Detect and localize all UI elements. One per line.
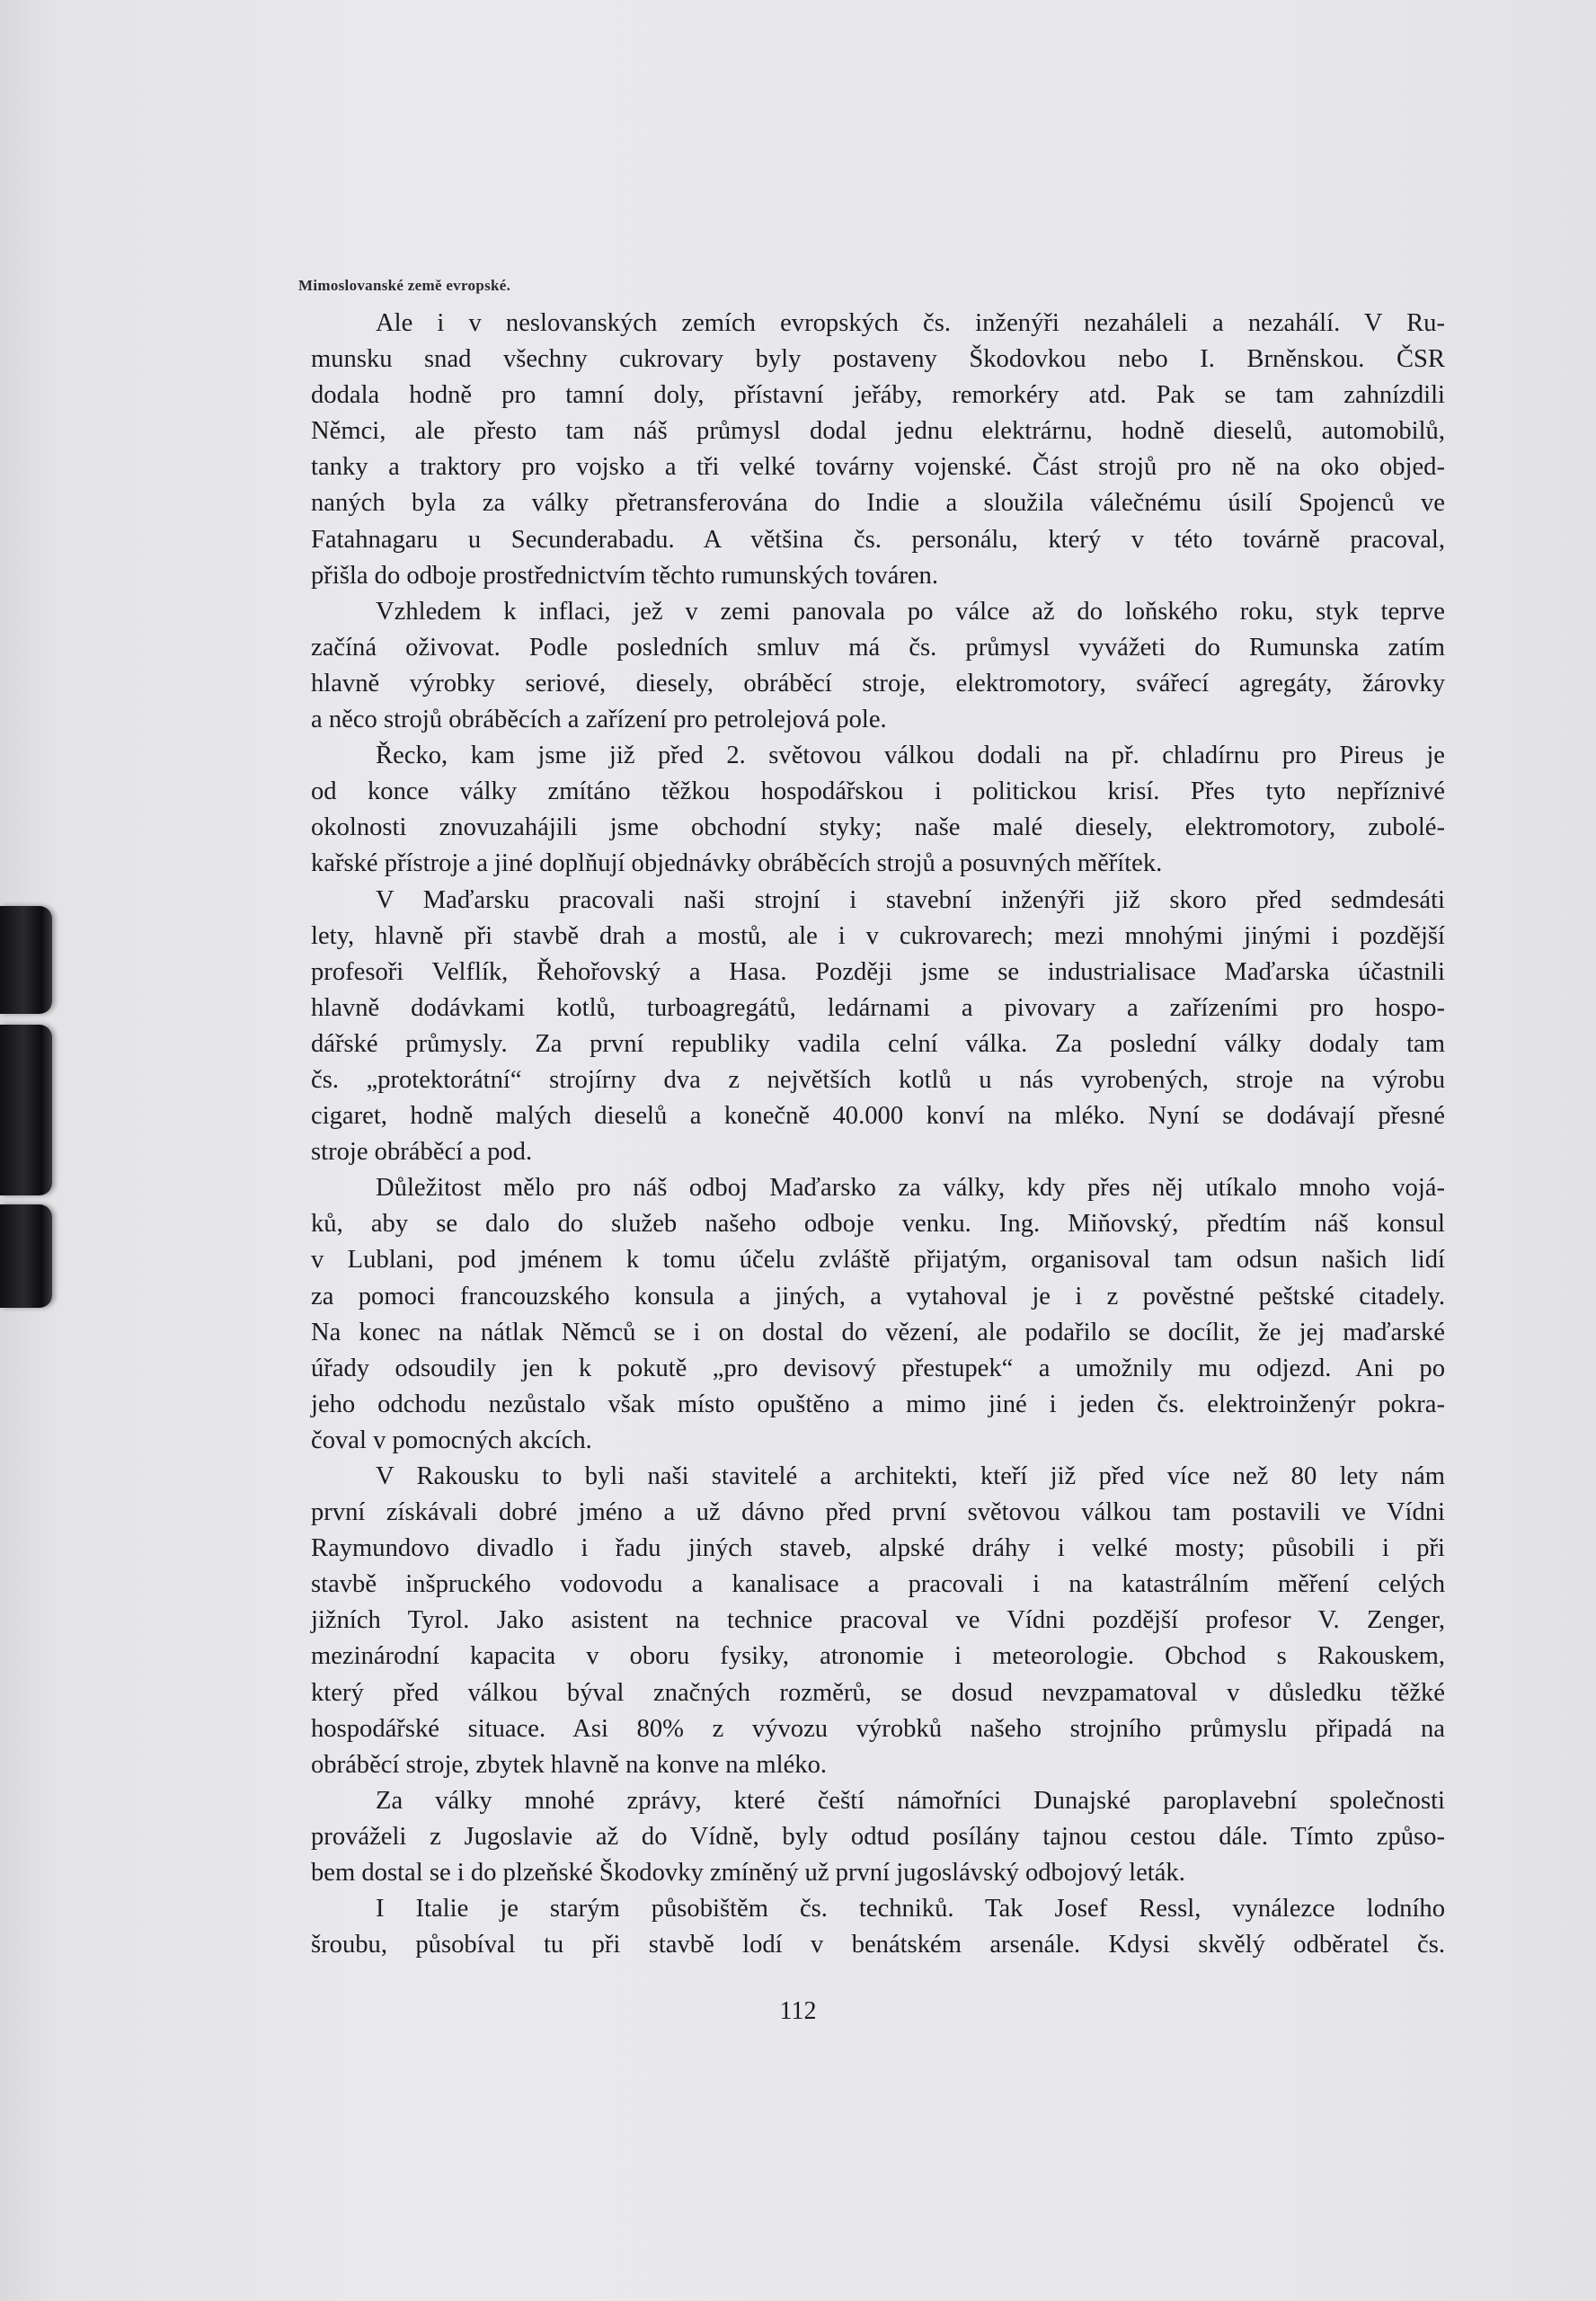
text-line: který před válkou býval značných rozměrů, se dosud nevzpamatoval v důsledku těžké [311,1678,1445,1707]
text-line: dářské průmysly. Za první republiky vadila celní válka. Za poslední války dodaly tam [311,1029,1445,1058]
binder-clip-middle [0,1025,52,1195]
text-line: Fatahnagaru u Secunderabadu. A většina čs. personálu, který v této továrně pracoval, [311,525,1445,554]
text-line: kařské přístroje a jiné doplňují objednávky obráběcích strojů a posuvných měřítek. [311,849,1163,878]
text-line: Ale i v neslovanských zemích evropských čs. inženýři nezaháleli a nezahálí. V Ru- [376,309,1445,337]
body-text [311,306,1445,1963]
text-line: hlavně dodávkami kotlů, turboagregátů, ledárnami a pivovary a zařízeními pro hospo- [311,993,1445,1022]
text-line: okolnosti znovuzahájili jsme obchodní styky; naše malé diesely, elektromotory, zubolé- [311,813,1445,842]
text-line: cigaret, hodně malých dieselů a konečně 40.000 konví na mléko. Nyní se dodávají přesné [311,1102,1445,1131]
text-line: ků, aby se dalo do služeb našeho odboje venku. Ing. Miňovský, předtím náš konsul [311,1210,1445,1239]
text-line: obráběcí stroje, zbytek hlavně na konve na mléko. [311,1750,828,1779]
text-line: profesoři Velflík, Řehořovský a Hasa. Později jsme se industrialisace Maďarska účastnili [311,957,1445,986]
text-line: Na konec na nátlak Němců se i on dostal do vězení, ale podařilo se docílit, že jej maďarské [311,1318,1445,1346]
text-line: Vzhledem k inflaci, jež v zemi panovala po válce až do loňského roku, styk teprve [376,597,1445,626]
text-line: přišla do odboje prostřednictvím těchto rumunských továren. [311,561,939,590]
text-line: začíná oživovat. Podle posledních smluv má čs. průmysl vyvážeti do Rumunska zatím [311,633,1445,662]
text-line: V Rakousku to byli naši stavitelé a architekti, kteří již před více než 80 lety nám [376,1462,1445,1490]
text-line: munsku snad všechny cukrovary byly postaveny Škodovkou nebo I. Brněnskou. ČSR [311,345,1445,374]
text-line: Za války mnohé zprávy, které čeští námořníci Dunajské paroplavební společnosti [376,1786,1445,1815]
running-head: Mimoslovanské země evropské. [298,277,511,294]
text-line: mezinárodní kapacita v oboru fysiky, atronomie i meteorologie. Obchod s Rakouskem, [311,1642,1445,1671]
text-line: bem dostal se i do plzeňské Škodovky zmíněný už první jugoslávský odbojový leták. [311,1859,1185,1888]
text-line: tanky a traktory pro vojsko a tři velké továrny vojenské. Část strojů pro ně na oko objed- [311,453,1445,482]
text-line: naných byla za války přetransferována do Indie a sloužila válečnému úsilí Spojenců ve [311,489,1445,518]
text-line: prováželi z Jugoslavie až do Vídně, byly odtud posílány tajnou cestou dále. Tímto způso- [311,1822,1445,1851]
text-line: jižních Tyrol. Jako asistent na technice pracoval ve Vídni pozdější profesor V. Zenger, [311,1606,1445,1635]
text-line: hospodářské situace. Asi 80% z vývozu výrobků našeho strojního průmyslu připadá na [311,1714,1445,1743]
binder-clip-top [0,906,52,1014]
binder-clip-bottom [0,1204,52,1308]
text-line: hlavně výrobky seriové, diesely, obráběcí stroje, elektromotory, svářecí agregáty, žárovky [311,669,1445,697]
page-number: 112 [779,1997,817,2025]
text-line: a něco strojů obráběcích a zařízení pro petrolejová pole. [311,706,887,734]
text-line: za pomoci francouzského konsula a jiných, a vytahoval je i z pověstné peštské citadely. [311,1282,1445,1310]
text-line: Důležitost mělo pro náš odboj Maďarsko za války, kdy přes něj utíkalo mnoho vojá- [376,1174,1445,1203]
text-line: stavbě inšpruckého vodovodu a kanalisace a pracovali i na katastrálním měření celých [311,1570,1445,1599]
text-line: v Lublani, pod jménem k tomu účelu zvláště přijatým, organisoval tam odsun našich lidí [311,1246,1445,1275]
text-line: od konce války zmítáno těžkou hospodářskou i politickou krisí. Přes tyto nepříznivé [311,777,1445,806]
text-line: úřady odsoudily jen k pokutě „pro devisový přestupek“ a umožnily mu odjezd. Ani po [311,1354,1445,1382]
text-line: Řecko, kam jsme již před 2. světovou válkou dodali na př. chladírnu pro Pireus je [376,742,1445,770]
text-line: dodala hodně pro tamní doly, přístavní jeřáby, remorkéry atd. Pak se tam zahnízdili [311,381,1445,410]
text-line: první získávali dobré jméno a už dávno před první světovou válkou tam postavili ve Vídni [311,1498,1445,1527]
text-line: stroje obráběcí a pod. [311,1138,533,1167]
text-line: Raymundovo divadlo i řadu jiných staveb, alpské dráhy i velké mosty; působili i při [311,1534,1445,1563]
text-line: Němci, ale přesto tam náš průmysl dodal jednu elektrárnu, hodně dieselů, automobilů, [311,417,1445,446]
text-line: V Maďarsku pracovali naši strojní i stavební inženýři již skoro před sedmdesáti [376,885,1445,914]
text-line: čs. „protektorátní“ strojírny dva z největších kotlů u nás vyrobených, stroje na výrobu [311,1065,1445,1094]
text-line: I Italie je starým působištěm čs. techniků. Tak Josef Ressl, vynálezce lodního [376,1895,1445,1923]
text-line: lety, hlavně při stavbě drah a mostů, ale i v cukrovarech; mezi mnohými jinými i pozdější [311,921,1445,950]
text-line: šroubu, působíval tu při stavbě lodí v benátském arsenále. Kdysi skvělý odběratel čs. [311,1931,1445,1959]
text-line: jeho odchodu nezůstalo však místo opuštěno a mimo jiné i jeden čs. elektroinženýr pokra- [311,1390,1445,1418]
text-line: čoval v pomocných akcích. [311,1426,592,1454]
